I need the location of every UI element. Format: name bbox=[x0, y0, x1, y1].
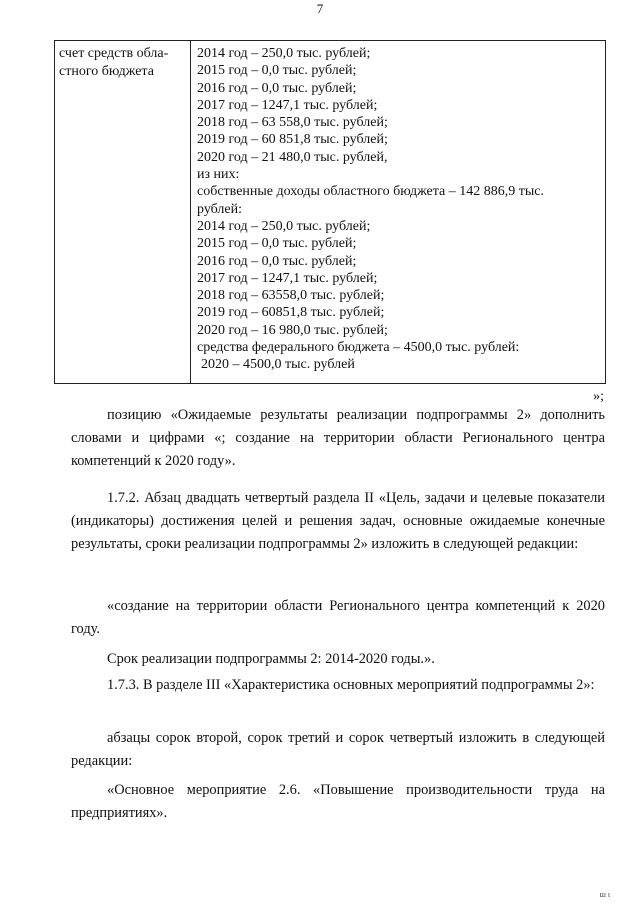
label-line: стного бюджета bbox=[59, 64, 154, 79]
paragraph-main-event: «Основное мероприятие 2.6. «Повышение производительности труда на предприятиях». bbox=[71, 782, 605, 821]
value-line: 2019 год – 60 851,8 тыс. рублей; bbox=[197, 132, 388, 148]
value-line: рублей: bbox=[197, 201, 242, 217]
table-label-cell bbox=[55, 41, 191, 383]
closing-quote-mark: »; bbox=[593, 389, 604, 404]
value-line: 2018 год – 63558,0 тыс. рублей; bbox=[197, 288, 385, 304]
value-line: 2020 – 4500,0 тыс. рублей bbox=[201, 357, 355, 373]
value-line: 2017 год – 1247,1 тыс. рублей; bbox=[197, 97, 378, 113]
paragraph-1-7-2: 1.7.2. Абзац двадцать четвертый раздела II «Цель, задачи и целевые показатели (индикаторы) достижения целей и решения задач, основные ожидаемые конечные результаты, сроки реализации подпрограммы 2» изложить в следующей редакции: bbox=[71, 490, 605, 552]
value-line: 2020 год – 21 480,0 тыс. рублей, bbox=[197, 149, 388, 165]
value-line: 2015 год – 0,0 тыс. рублей; bbox=[197, 63, 357, 79]
value-line: из них: bbox=[197, 167, 240, 183]
value-line: 2019 год – 60851,8 тыс. рублей; bbox=[197, 305, 385, 321]
value-line: 2020 год – 16 980,0 тыс. рублей; bbox=[197, 322, 388, 338]
budget-table bbox=[54, 40, 606, 384]
value-line: собственные доходы областного бюджета – 142 886,9 тыс. bbox=[197, 184, 545, 200]
paragraph-term: Срок реализации подпрограммы 2: 2014-2020 годы.». bbox=[107, 651, 435, 667]
value-line: 2016 год – 0,0 тыс. рублей; bbox=[197, 80, 357, 96]
value-line: средства федерального бюджета – 4500,0 тыс. рублей: bbox=[197, 340, 520, 356]
value-line: 2017 год – 1247,1 тыс. рублей; bbox=[197, 270, 378, 286]
paragraph-abzacy: абзацы сорок второй, сорок третий и сорок четвертый изложить в следующей редакции: bbox=[71, 730, 605, 769]
paragraph-position-addition: позицию «Ожидаемые результаты реализации подпрограммы 2» дополнить словами и цифрами «; создание на территории области Регионального центра компетенций к 2020 году». bbox=[71, 407, 605, 469]
page-number: 7 bbox=[316, 1, 324, 16]
value-line: 2015 год – 0,0 тыс. рублей; bbox=[197, 236, 357, 252]
paragraph-1-7-3: 1.7.3. В разделе III «Характеристика основных мероприятий подпрограммы 2»: bbox=[107, 677, 595, 693]
corner-mark: ш ι bbox=[599, 890, 610, 899]
label-line: счет средств обла- bbox=[59, 46, 169, 61]
paragraph-quote-center: «создание на территории области Регионального центра компетенций к 2020 году. bbox=[71, 598, 605, 637]
value-line: 2014 год – 250,0 тыс. рублей; bbox=[197, 46, 371, 61]
value-line: 2014 год – 250,0 тыс. рублей; bbox=[197, 218, 371, 234]
table-value-cell bbox=[191, 41, 605, 383]
value-line: 2018 год – 63 558,0 тыс. рублей; bbox=[197, 115, 388, 131]
value-line: 2016 год – 0,0 тыс. рублей; bbox=[197, 253, 357, 269]
